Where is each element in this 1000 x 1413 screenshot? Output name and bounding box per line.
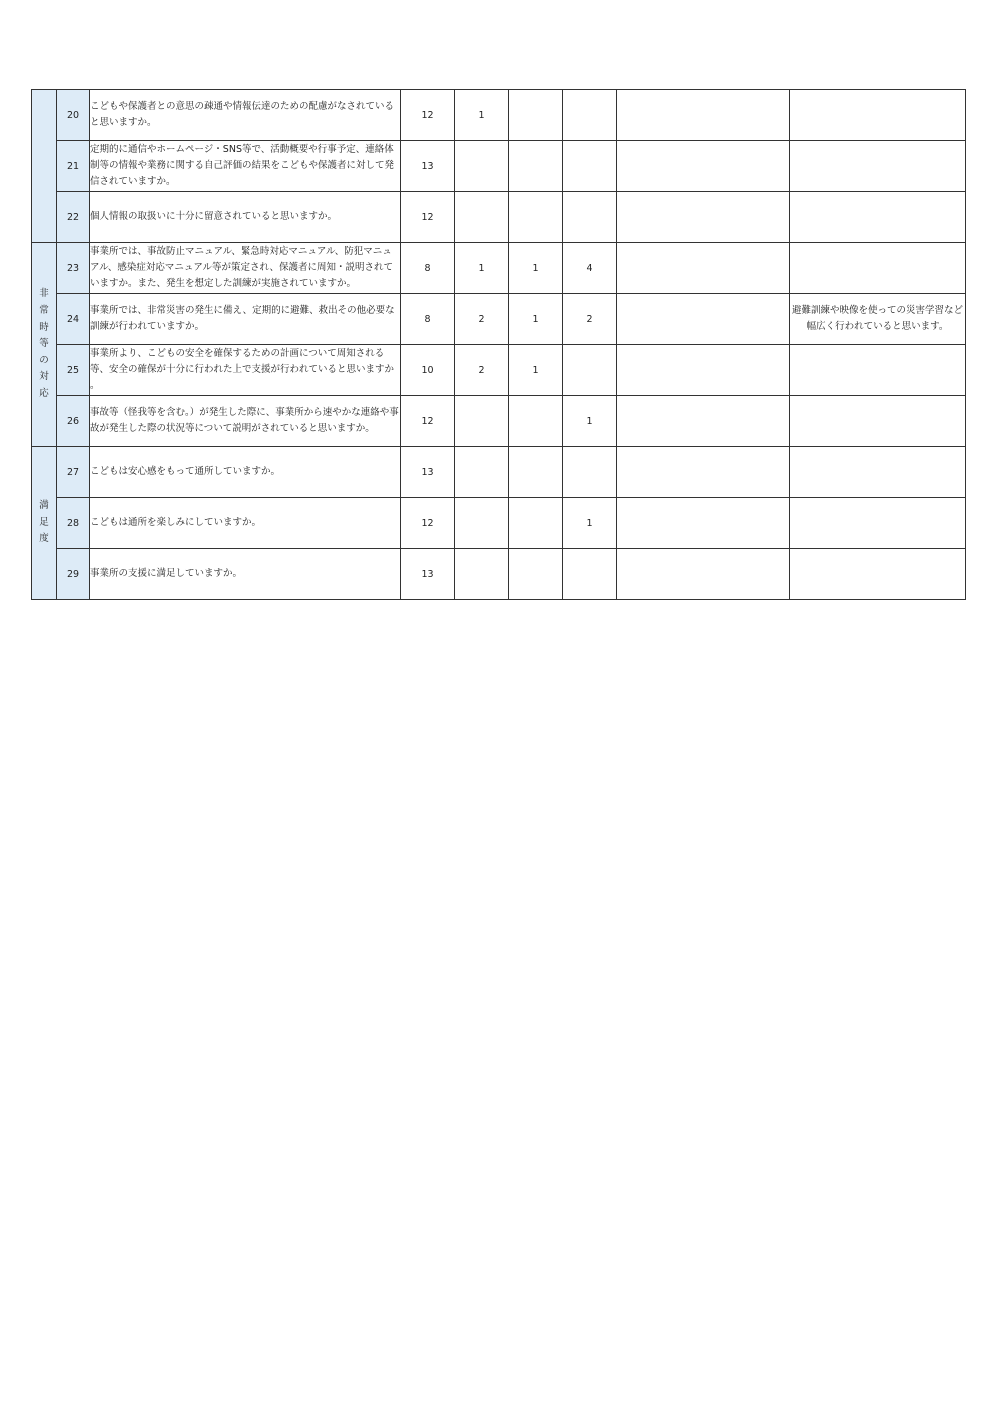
response-count-1: 13 [401,447,455,498]
response-count-5 [617,447,790,498]
table-row [32,192,966,243]
response-count-5 [617,396,790,447]
response-count-3: 1 [509,243,563,294]
response-count-5 [617,498,790,549]
response-count-5 [617,549,790,600]
table-row [32,549,966,600]
response-count-4 [563,447,617,498]
response-count-5 [617,294,790,345]
response-count-4 [563,90,617,141]
survey-table [31,89,966,600]
response-count-3 [509,90,563,141]
table-row [32,498,966,549]
question-number: 23 [57,243,90,294]
comment-cell: 避難訓練や映像を使っての災害学習など幅広く行われていると思います。 [790,294,966,345]
category-label-char: 足 [39,516,49,528]
response-count-3 [509,447,563,498]
question-text: こどもや保護者との意思の疎通や情報伝達のための配慮がなされていると思いますか。 [90,90,401,141]
comment-cell [790,141,966,192]
survey-table-body [32,90,966,600]
category-label-char: 対 [39,371,49,383]
response-count-5 [617,243,790,294]
category-label-char: 度 [39,533,49,545]
table-row [32,294,966,345]
table-row [32,141,966,192]
response-count-3 [509,192,563,243]
question-text: 事業所では、事故防止マニュアル、緊急時対応マニュアル、防犯マニュアル、感染症対応マニュアル等が策定され、保護者に周知・説明されていますか。また、発生を想定した訓練が実施されていますか。 [90,243,401,294]
response-count-4: 4 [563,243,617,294]
response-count-5 [617,192,790,243]
question-text: こどもは通所を楽しみにしていますか。 [90,498,401,549]
response-count-3 [509,141,563,192]
comment-cell [790,498,966,549]
category-label-char: 等 [39,338,49,350]
question-number: 29 [57,549,90,600]
response-count-2: 2 [455,345,509,396]
response-count-1: 8 [401,243,455,294]
question-number: 24 [57,294,90,345]
response-count-5 [617,141,790,192]
response-count-4 [563,192,617,243]
question-text: 事業所では、非常災害の発生に備え、定期的に避難、救出その他必要な訓練が行われていますか。 [90,294,401,345]
category-label-char: 応 [39,388,49,400]
response-count-1: 12 [401,396,455,447]
comment-cell [790,243,966,294]
category-label-char: 常 [39,304,49,316]
comment-cell [790,447,966,498]
category-label-char: の [39,354,49,366]
question-text: 定期的に通信やホームページ・SNS等で、活動概要や行事予定、連絡体制等の情報や業務に関する自己評価の結果をこどもや保護者に対して発信されていますか。 [90,141,401,192]
comment-cell [790,345,966,396]
comment-cell [790,192,966,243]
question-number: 27 [57,447,90,498]
response-count-1: 12 [401,192,455,243]
comment-cell [790,549,966,600]
question-number: 21 [57,141,90,192]
table-row [32,243,966,294]
response-count-2 [455,447,509,498]
response-count-3 [509,396,563,447]
category-label-char: 非 [39,288,49,300]
table-row [32,345,966,396]
category-cell-continuation [32,90,57,243]
response-count-2: 2 [455,294,509,345]
response-count-3: 1 [509,294,563,345]
response-count-4 [563,549,617,600]
response-count-2 [455,141,509,192]
response-count-1: 13 [401,141,455,192]
response-count-3: 1 [509,345,563,396]
response-count-2 [455,396,509,447]
response-count-1: 10 [401,345,455,396]
response-count-4: 1 [563,396,617,447]
response-count-2 [455,549,509,600]
table-row [32,396,966,447]
response-count-1: 8 [401,294,455,345]
response-count-3 [509,549,563,600]
response-count-5 [617,90,790,141]
response-count-1: 12 [401,498,455,549]
comment-cell [790,90,966,141]
question-number: 26 [57,396,90,447]
response-count-1: 12 [401,90,455,141]
response-count-2 [455,192,509,243]
question-text: 個人情報の取扱いに十分に留意されていると思いますか。 [90,192,401,243]
question-text: 事故等（怪我等を含む。）が発生した際に、事業所から速やかな連絡や事故が発生した際の状況等について説明がされていると思いますか。 [90,396,401,447]
question-number: 20 [57,90,90,141]
response-count-4 [563,141,617,192]
response-count-4 [563,345,617,396]
question-text: こどもは安心感をもって通所していますか。 [90,447,401,498]
comment-cell [790,396,966,447]
category-label-char: 時 [39,321,49,333]
response-count-2: 1 [455,90,509,141]
question-number: 22 [57,192,90,243]
question-number: 25 [57,345,90,396]
response-count-3 [509,498,563,549]
table-row [32,447,966,498]
response-count-1: 13 [401,549,455,600]
response-count-2 [455,498,509,549]
table-row [32,90,966,141]
category-label-char: 満 [39,500,49,512]
question-text: 事業所の支援に満足していますか。 [90,549,401,600]
response-count-2: 1 [455,243,509,294]
response-count-5 [617,345,790,396]
category-cell-emergency [32,243,57,447]
question-number: 28 [57,498,90,549]
question-text: 事業所より、こどもの安全を確保するための計画について周知される等、安全の確保が十分に行われた上で支援が行われていると思いますか 。 [90,345,401,396]
category-cell-satisfaction [32,447,57,600]
response-count-4: 2 [563,294,617,345]
response-count-4: 1 [563,498,617,549]
